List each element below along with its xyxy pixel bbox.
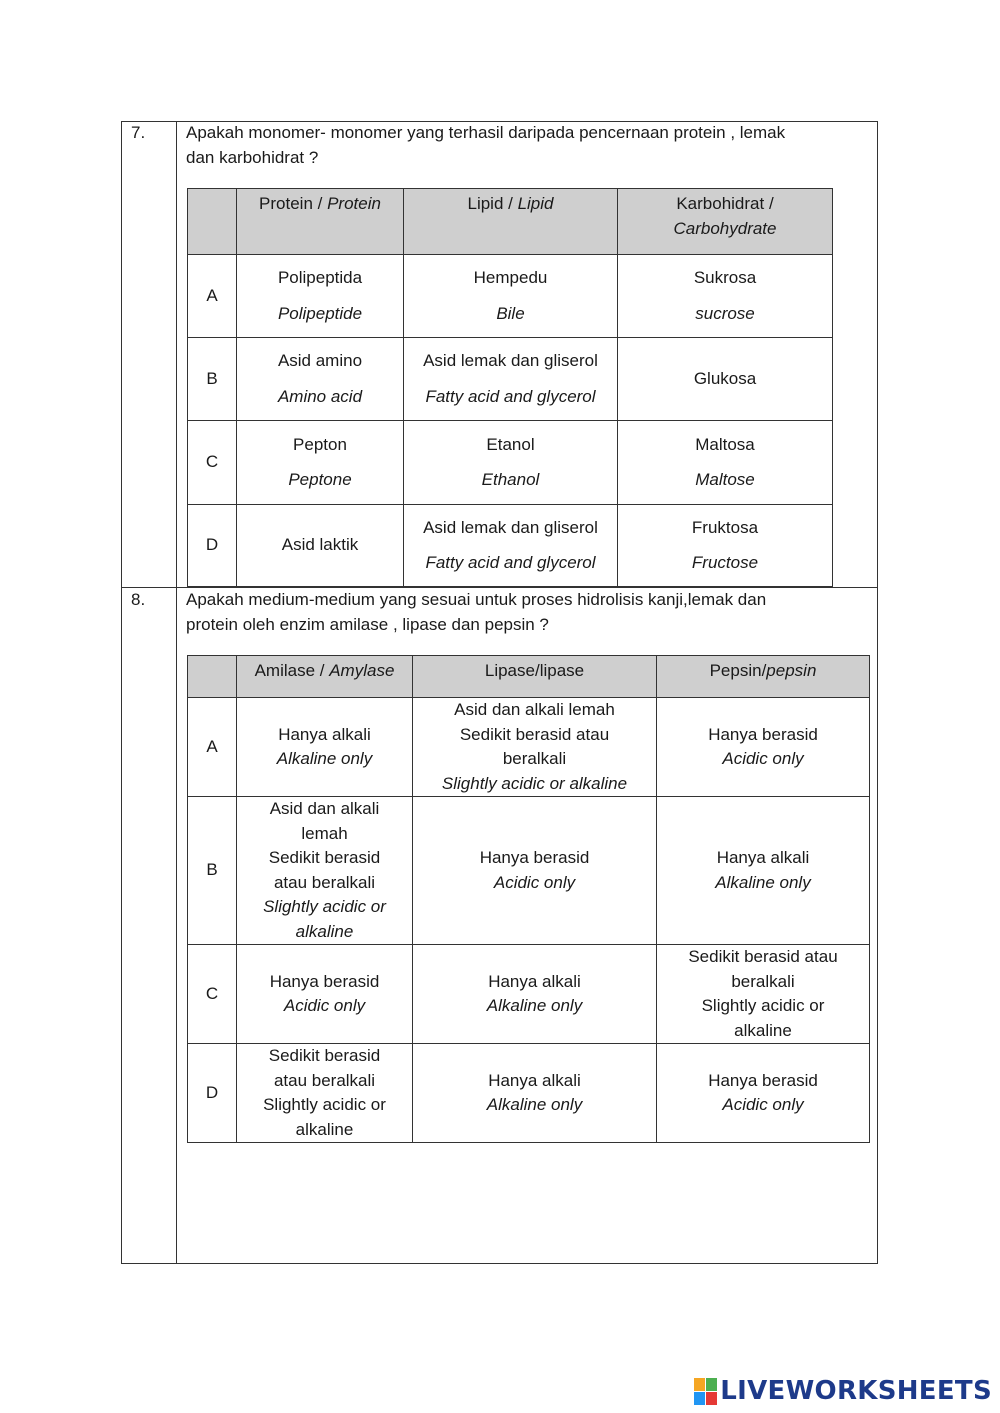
cell-amylase: Hanya berasid Acidic only (237, 945, 413, 1044)
cell-lipid: Etanol Ethanol (404, 421, 618, 505)
cell-protein: Pepton Peptone (237, 421, 404, 505)
cell-carbohydrate: Maltosa Maltose (618, 421, 833, 505)
q7-header-protein: Protein / Protein (237, 189, 404, 255)
logo-mark-icon (694, 1378, 717, 1405)
cell-carbohydrate: Fruktosa Fructose (618, 505, 833, 587)
cell-pepsin: Sedikit berasid atau beralkali Slightly acidic or alkaline (657, 945, 870, 1044)
cell-protein: Polipeptida Polipeptide (237, 255, 404, 338)
cell-lipase: Hanya alkali Alkaline only (413, 1044, 657, 1143)
q7-row-b[interactable] (188, 338, 833, 421)
q8-header-blank (188, 656, 237, 698)
q7-row-c[interactable] (188, 421, 833, 505)
number-column-divider (176, 121, 177, 1264)
q7-header-blank (188, 189, 237, 255)
q8-number: 8. (131, 590, 146, 609)
cell-carbohydrate: Sukrosa sucrose (618, 255, 833, 338)
cell-carbohydrate: Glukosa (618, 338, 833, 421)
cell-lipase: Asid dan alkali lemah Sedikit berasid atau beralkali Slightly acidic or alkaline (413, 698, 657, 797)
q8-header-lipase: Lipase/lipase (413, 656, 657, 698)
option-label[interactable]: B (188, 797, 237, 945)
q8-question-line2: protein oleh enzim amilase , lipase dan pepsin ? (186, 615, 549, 634)
cell-pepsin: Hanya berasid Acidic only (657, 1044, 870, 1143)
cell-pepsin: Hanya alkali Alkaline only (657, 797, 870, 945)
option-label[interactable]: C (188, 421, 237, 505)
q8-header-row (188, 656, 870, 698)
q7-row-a[interactable] (188, 255, 833, 338)
cell-amylase: Asid dan alkali lemah Sedikit berasid atau beralkali Slightly acidic or alkaline (237, 797, 413, 945)
q8-row-a[interactable] (188, 698, 870, 797)
q8-header-amylase: Amilase / Amylase (237, 656, 413, 698)
cell-lipid: Hempedu Bile (404, 255, 618, 338)
option-label[interactable]: A (188, 255, 237, 338)
q7-header-row (188, 189, 833, 255)
q7-question-line2: dan karbohidrat ? (186, 148, 319, 167)
cell-protein: Asid amino Amino acid (237, 338, 404, 421)
cell-lipase: Hanya berasid Acidic only (413, 797, 657, 945)
cell-amylase: Hanya alkali Alkaline only (237, 698, 413, 797)
q7-row-d[interactable] (188, 505, 833, 587)
logo-text: LIVEWORKSHEETS (720, 1376, 992, 1406)
option-label[interactable]: C (188, 945, 237, 1044)
q8-options-table (187, 655, 870, 1143)
cell-lipid: Asid lemak dan gliserol Fatty acid and glycerol (404, 338, 618, 421)
cell-lipase: Hanya alkali Alkaline only (413, 945, 657, 1044)
q8-row-d[interactable] (188, 1044, 870, 1143)
option-label[interactable]: D (188, 1044, 237, 1143)
q8-row-c[interactable] (188, 945, 870, 1044)
q8-question-line1: Apakah medium-medium yang sesuai untuk proses hidrolisis kanji,lemak dan (186, 590, 767, 609)
cell-amylase: Sedikit berasid atau beralkali Slightly acidic or alkaline (237, 1044, 413, 1143)
q7-header-carbohydrate: Karbohidrat / Carbohydrate (618, 189, 833, 255)
cell-lipid: Asid lemak dan gliserol Fatty acid and glycerol (404, 505, 618, 587)
cell-pepsin: Hanya berasid Acidic only (657, 698, 870, 797)
q7-header-lipid: Lipid / Lipid (404, 189, 618, 255)
q8-row-b[interactable] (188, 797, 870, 945)
option-label[interactable]: A (188, 698, 237, 797)
option-label[interactable]: B (188, 338, 237, 421)
q8-header-pepsin: Pepsin/pepsin (657, 656, 870, 698)
q8-question (186, 587, 856, 637)
cell-protein: Asid laktik (237, 505, 404, 587)
q7-question (186, 120, 856, 170)
option-label[interactable]: D (188, 505, 237, 587)
liveworksheets-logo[interactable] (694, 1376, 992, 1406)
q7-number: 7. (131, 123, 146, 142)
q7-question-line1: Apakah monomer- monomer yang terhasil daripada pencernaan protein , lemak (186, 123, 786, 142)
q7-options-table (187, 188, 833, 587)
